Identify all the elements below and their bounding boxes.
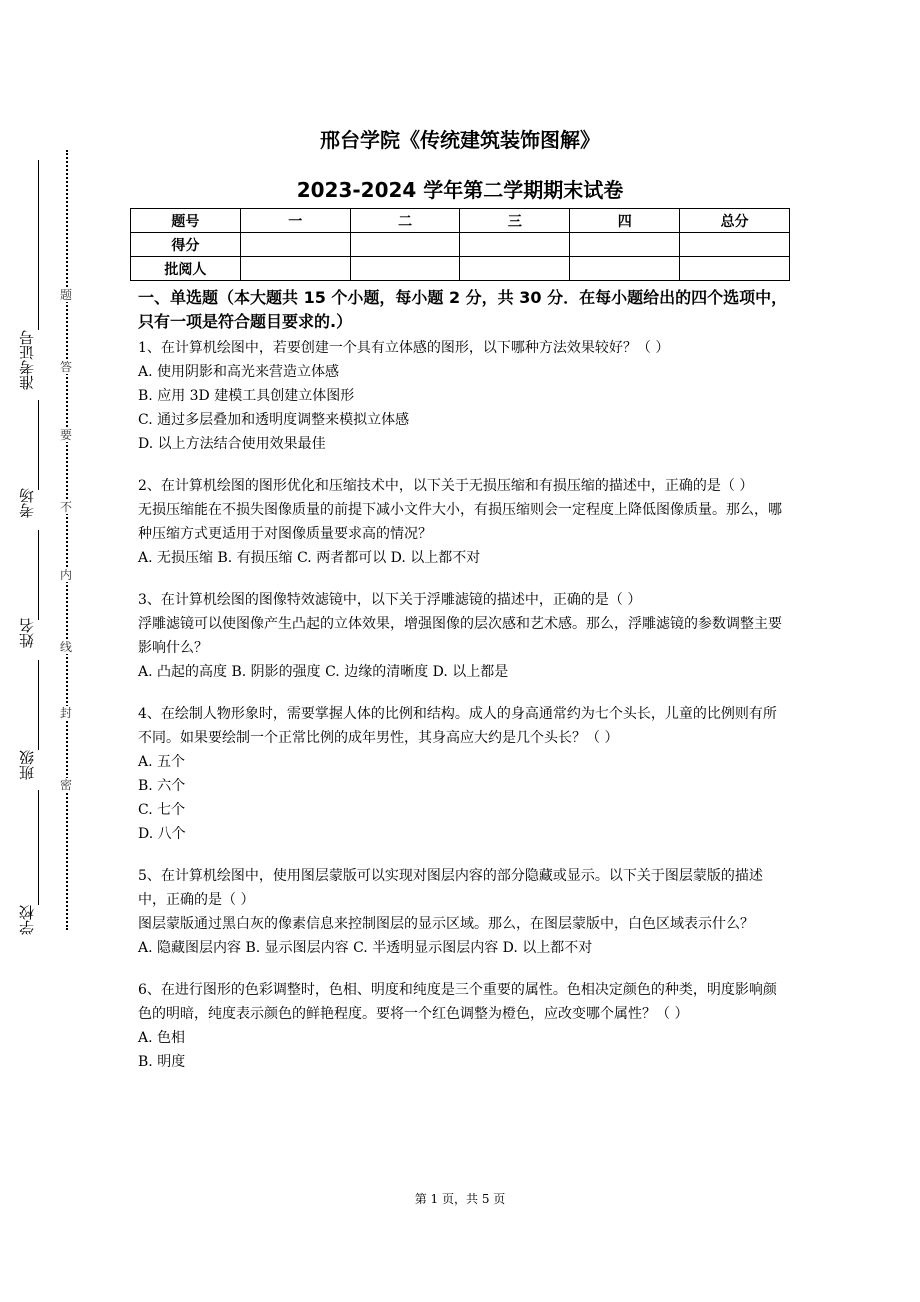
question-3 — [138, 588, 790, 684]
question-stem: 5、在计算机绘图中，使用图层蒙版可以实现对图层内容的部分隐藏或显示。以下关于图层蒙版的描述中，正确的是（ ） — [138, 868, 763, 908]
page-footer: 第 1 页，共 5 页 — [414, 1192, 506, 1206]
grader-input-cell[interactable] — [240, 257, 350, 281]
table-cell: 三 — [460, 209, 570, 233]
seal-char: 不 — [59, 500, 72, 514]
table-cell: 总分 — [680, 209, 790, 233]
option: A. 五个 — [138, 754, 186, 770]
seal-char: 线 — [59, 640, 72, 654]
question-1 — [138, 336, 790, 456]
binding-field-exam-id: 准考证号 — [18, 330, 36, 390]
seal-char: 内 — [59, 568, 72, 582]
option: B. 应用 3D 建模工具创建立体图形 — [138, 388, 355, 404]
table-cell: 二 — [350, 209, 460, 233]
score-table — [130, 208, 790, 281]
table-cell: 得分 — [131, 233, 241, 257]
question-content — [138, 286, 790, 1092]
table-cell: 批阅人 — [131, 257, 241, 281]
question-stem: 4、在绘制人物形象时，需要掌握人体的比例和结构。成人的身高通常约为七个头长，儿童的比例则有所不同。如果要绘制一个正常比例的成年男性，其身高应大约是几个头长？（ ） — [138, 706, 777, 746]
option: A. 色相 — [138, 1030, 186, 1046]
binding-field-class: 班级 — [18, 750, 36, 780]
seal-char: 密 — [59, 778, 72, 792]
score-input-cell[interactable] — [680, 233, 790, 257]
table-cell: 题号 — [131, 209, 241, 233]
question-context: 图层蒙版通过黑白灰的像素信息来控制图层的显示区域。那么，在图层蒙版中，白色区域表示什么？ — [138, 916, 754, 932]
exam-title: 2023-2024 学年第二学期期末试卷 — [296, 178, 624, 202]
score-input-cell[interactable] — [350, 233, 460, 257]
name-line — [38, 530, 39, 620]
question-stem: 3、在计算机绘图的图像特效滤镜中，以下关于浮雕滤镜的描述中，正确的是（ ） — [138, 592, 642, 608]
option: A. 凸起的高度 B. 阴影的强度 C. 边缘的清晰度 D. 以上都是 — [138, 664, 509, 680]
binding-margin — [0, 0, 110, 1302]
binding-field-name: 姓名 — [18, 618, 36, 648]
question-stem: 1、在计算机绘图中，若要创建一个具有立体感的图形，以下哪种方法效果较好？（ ） — [138, 340, 670, 356]
exam-room-line — [38, 400, 39, 490]
binding-field-school: 学校 — [18, 905, 36, 935]
option: D. 八个 — [138, 826, 186, 842]
grader-input-cell[interactable] — [570, 257, 680, 281]
table-row — [131, 257, 790, 281]
class-line — [38, 660, 39, 750]
grader-input-cell[interactable] — [460, 257, 570, 281]
seal-char: 封 — [59, 706, 72, 720]
grader-input-cell[interactable] — [680, 257, 790, 281]
question-context: 浮雕滤镜可以使图像产生凸起的立体效果，增强图像的层次感和艺术感。那么，浮雕滤镜的参数调整主要影响什么？ — [138, 616, 782, 656]
seal-char: 题 — [59, 288, 72, 302]
question-stem: 6、在进行图形的色彩调整时，色相、明度和纯度是三个重要的属性。色相决定颜色的种类，明度影响颜色的明暗，纯度表示颜色的鲜艳程度。要将一个红色调整为橙色，应改变哪个属性？（ ） — [138, 982, 777, 1022]
question-6 — [138, 978, 790, 1074]
score-input-cell[interactable] — [240, 233, 350, 257]
question-stem: 2、在计算机绘图的图形优化和压缩技术中，以下关于无损压缩和有损压缩的描述中，正确的是（ ） — [138, 478, 754, 494]
score-input-cell[interactable] — [570, 233, 680, 257]
course-title: 邢台学院《传统建筑装饰图解》 — [320, 128, 600, 152]
score-input-cell[interactable] — [460, 233, 570, 257]
table-row — [131, 209, 790, 233]
option: D. 以上方法结合使用效果最佳 — [138, 436, 326, 452]
exam-id-line — [38, 160, 39, 330]
question-2 — [138, 474, 790, 570]
option: C. 七个 — [138, 802, 186, 818]
question-4 — [138, 702, 790, 846]
option: B. 六个 — [138, 778, 186, 794]
table-row — [131, 233, 790, 257]
school-line — [38, 790, 39, 905]
table-cell: 四 — [570, 209, 680, 233]
binding-field-exam-room: 考场 — [18, 488, 36, 518]
seal-char: 答 — [59, 360, 72, 374]
option: A. 使用阴影和高光来营造立体感 — [138, 364, 340, 380]
question-context: 无损压缩能在不损失图像质量的前提下减小文件大小，有损压缩则会一定程度上降低图像质量。那么，哪种压缩方式更适用于对图像质量要求高的情况？ — [138, 502, 782, 542]
section-title: 一、单选题（本大题共 15 个小题，每小题 2 分，共 30 分．在每小题给出的四个选项中，只有一项是符合题目要求的.） — [138, 288, 788, 331]
question-5 — [138, 864, 790, 960]
option: B. 明度 — [138, 1054, 186, 1070]
seal-dotted-line — [66, 150, 68, 930]
option: C. 通过多层叠加和透明度调整来模拟立体感 — [138, 412, 410, 428]
table-cell: 一 — [240, 209, 350, 233]
seal-char: 要 — [59, 428, 72, 442]
option: A. 无损压缩 B. 有损压缩 C. 两者都可以 D. 以上都不对 — [138, 550, 481, 566]
option: A. 隐藏图层内容 B. 显示图层内容 C. 半透明显示图层内容 D. 以上都不对 — [138, 940, 593, 956]
grader-input-cell[interactable] — [350, 257, 460, 281]
